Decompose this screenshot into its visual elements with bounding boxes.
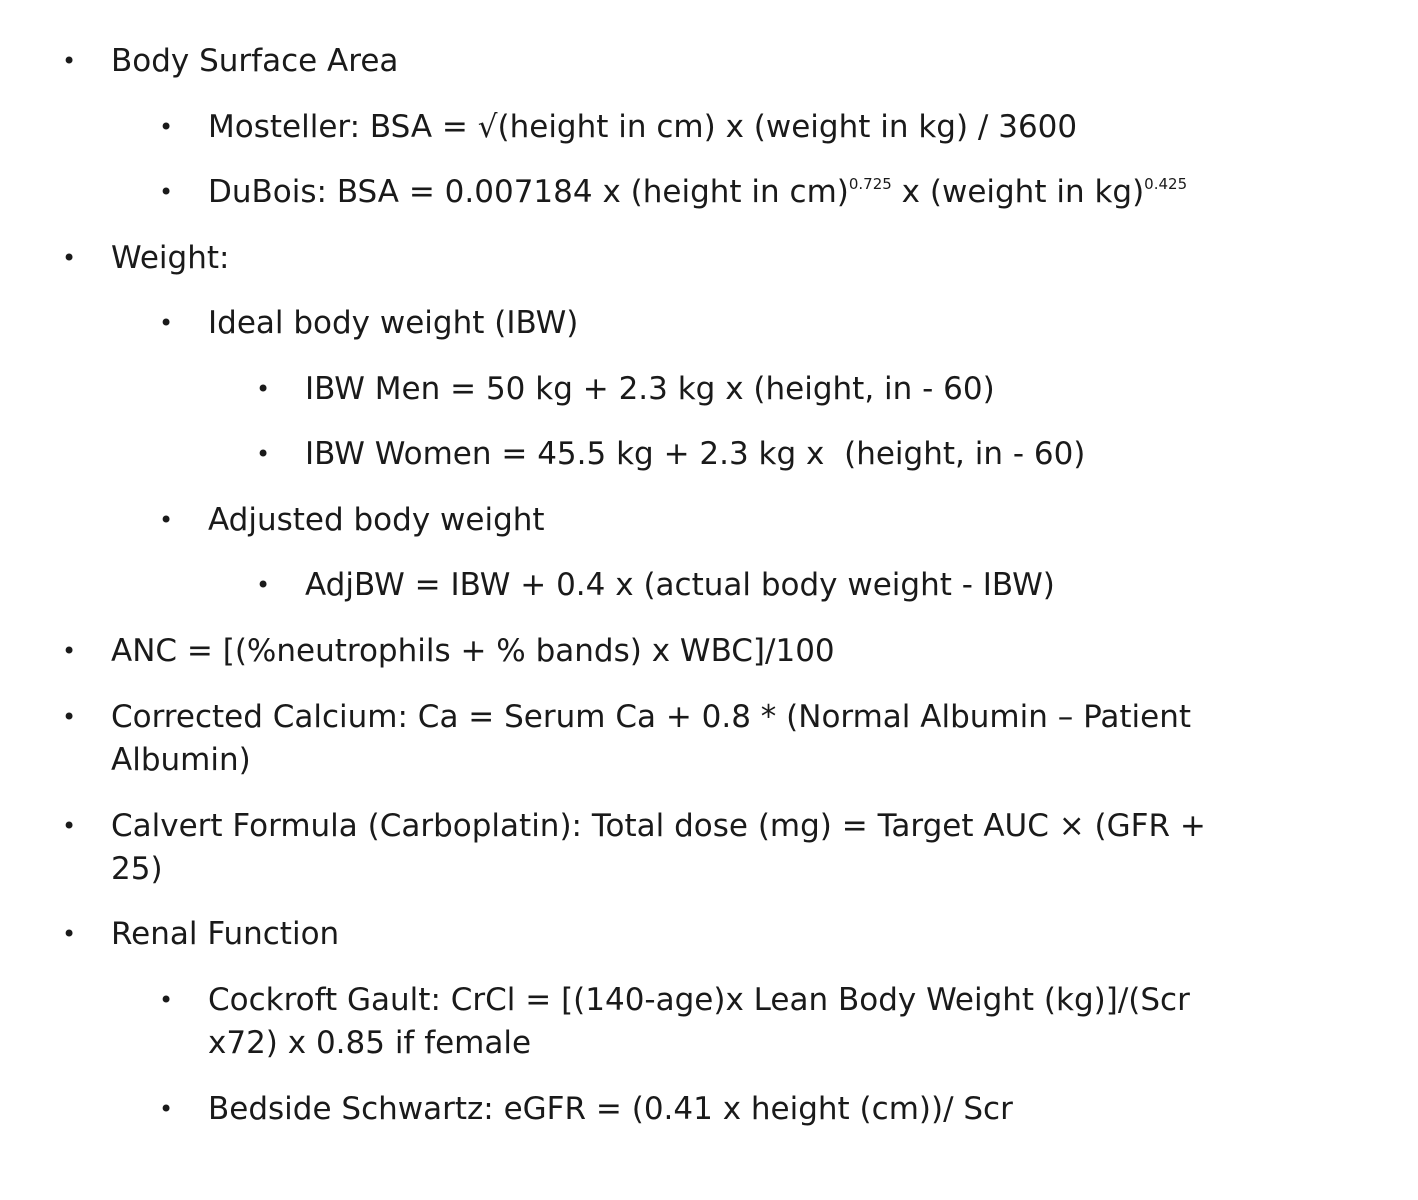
bullet-icon: • [159, 1095, 174, 1123]
mosteller-formula: Mosteller: BSA = √(height in cm) x (weight in kg) / 3600 [208, 109, 1078, 145]
adjbw-formula: AdjBW = IBW + 0.4 x (actual body weight - IBW) [305, 567, 1055, 603]
bullet-icon: • [62, 637, 77, 665]
anc-formula: ANC = [(%neutrophils + % bands) x WBC]/100 [111, 633, 835, 669]
corrected-calcium-line1: Corrected Calcium: Ca = Serum Ca + 0.8 * (Normal Albumin – Patient [111, 699, 1192, 735]
bullet-icon: • [256, 375, 271, 403]
bullet-icon: • [256, 571, 271, 599]
bullet-icon: • [159, 506, 174, 534]
renal-heading: Renal Function [111, 916, 340, 952]
dubois-exponent-weight: 0.425 [1144, 175, 1188, 193]
weight-heading: Weight: [111, 240, 230, 276]
dubois-formula-part2: x (weight in kg) [891, 174, 1145, 210]
dubois-formula-part1: DuBois: BSA = 0.007184 x (height in cm) [208, 174, 849, 210]
ibw-women-formula: IBW Women = 45.5 kg + 2.3 kg x (height, in - 60) [305, 436, 1086, 472]
bullet-icon: • [159, 309, 174, 337]
ibw-heading: Ideal body weight (IBW) [208, 305, 579, 341]
bullet-icon: • [62, 47, 77, 75]
ibw-men-formula: IBW Men = 50 kg + 2.3 kg x (height, in - 60) [305, 371, 995, 407]
dubois-exponent-height: 0.725 [848, 175, 892, 193]
cockroft-gault-line2: x72) x 0.85 if female [208, 1025, 532, 1061]
corrected-calcium-line2: Albumin) [111, 742, 251, 778]
bullet-icon: • [62, 244, 77, 272]
adjusted-weight-heading: Adjusted body weight [208, 502, 545, 538]
calvert-formula-line2: 25) [111, 851, 163, 887]
cockroft-gault-line1: Cockroft Gault: CrCl = [(140-age)x Lean Body Weight (kg)]/(Scr [208, 982, 1190, 1018]
bullet-icon: • [159, 178, 174, 206]
bullet-icon: • [62, 920, 77, 948]
bedside-schwartz-formula: Bedside Schwartz: eGFR = (0.41 x height (cm))/ Scr [208, 1091, 1013, 1127]
dubois-formula [208, 171, 1187, 214]
bullet-icon: • [62, 812, 77, 840]
bullet-icon: • [256, 440, 271, 468]
bullet-icon: • [159, 113, 174, 141]
calvert-formula-line1: Calvert Formula (Carboplatin): Total dose (mg) = Target AUC × (GFR + [111, 808, 1206, 844]
bsa-heading: Body Surface Area [111, 43, 399, 79]
bullet-icon: • [159, 986, 174, 1014]
bullet-icon: • [62, 703, 77, 731]
